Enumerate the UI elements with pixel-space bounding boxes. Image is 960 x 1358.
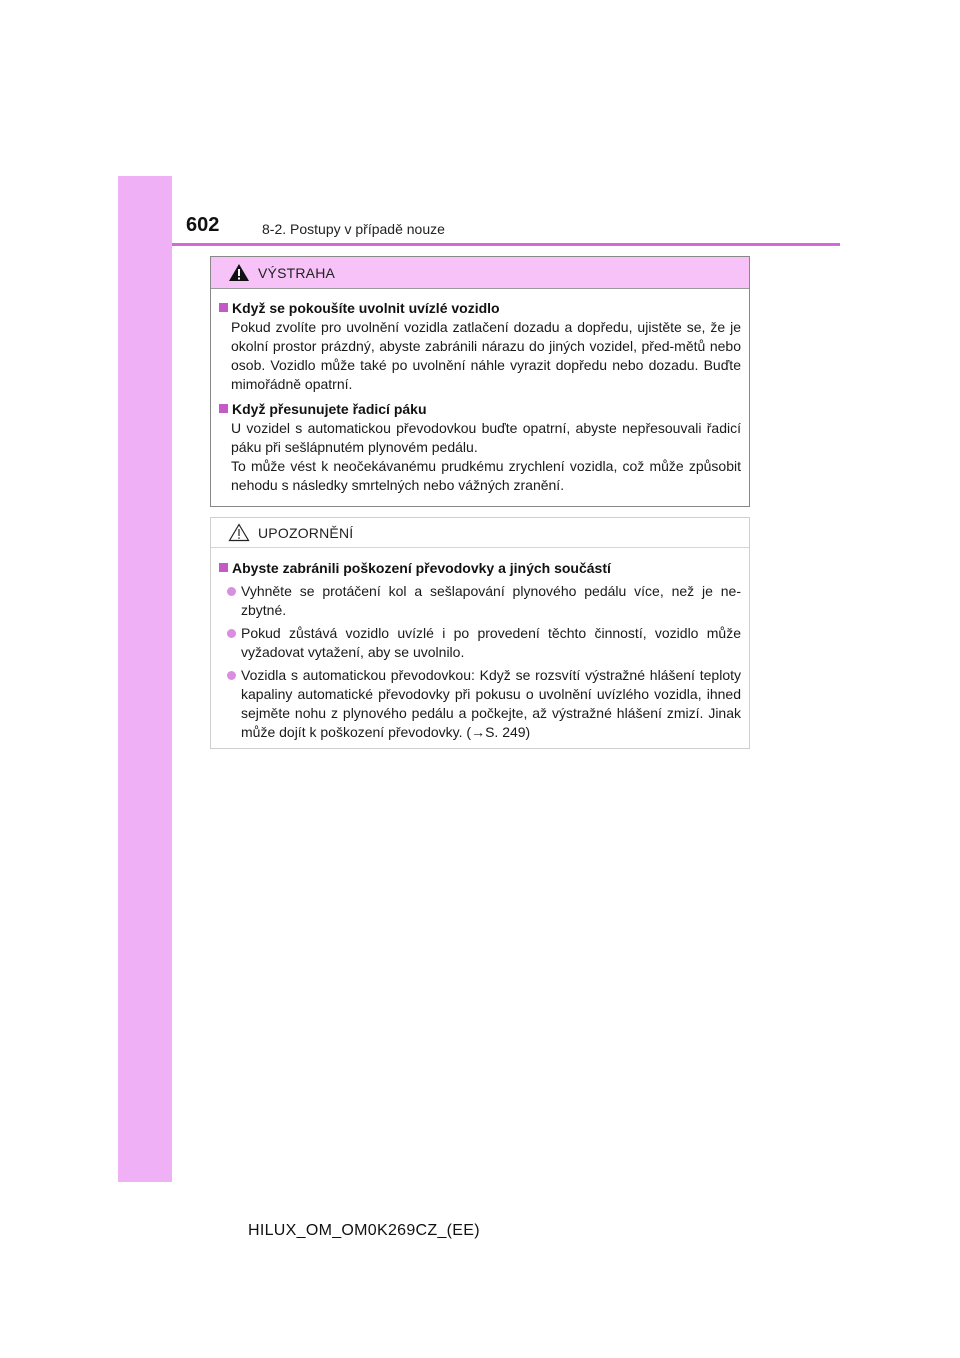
- round-bullet-icon: [227, 671, 236, 680]
- warning-item-title: Když se pokoušíte uvolnit uvízlé vozidlo: [219, 299, 741, 318]
- warning-item-title: Když přesunujete řadicí páku: [219, 400, 741, 419]
- warning-item-text: To může vést k neočekávanému prudkému zrychlení vozidla, což může způsobit nehodu s následky smrtelných nebo vážných zranění.: [231, 458, 741, 493]
- warning-label: VÝSTRAHA: [258, 264, 336, 281]
- page-number: 602: [186, 214, 220, 236]
- caution-bullet: Vozidla s automatickou převodovkou: Když se rozsvítí výstražné hlášení teploty kapaliny automatické převodovky při pokusu o uvolnění uvízlého vozidla, ihned sejměte nohu z plynového pedálu a počkejte, až výstražné hlášení zmizí. Jinak může dojít k poškození převodovky. (→S. 249): [219, 666, 741, 742]
- warning-item: [219, 400, 741, 495]
- warning-box: [210, 256, 750, 507]
- caution-bullet: Pokud zůstává vozidlo uvízlé i po provedení těchto činností, vozidlo může vyžadovat vytažení, aby se uvolnilo.: [219, 624, 741, 662]
- warning-item-text: U vozidel s automatickou převodovkou buďte opatrní, abyste nepřesouvali řadicí páku při sešlápnutém plynovém pedálu.: [231, 420, 741, 455]
- warning-box-body: [211, 289, 749, 495]
- square-bullet-icon: [219, 404, 228, 413]
- round-bullet-icon: [227, 587, 236, 596]
- square-bullet-icon: [219, 563, 228, 572]
- caution-bullet: Vyhněte se protáčení kol a sešlapování plynového pedálu více, než je ne-zbytné.: [219, 582, 741, 620]
- warning-box-header: [211, 257, 749, 289]
- warning-item: [219, 299, 741, 394]
- caution-box-header: [211, 518, 749, 548]
- document-code: HILUX_OM_OM0K269CZ_(EE): [248, 1222, 480, 1239]
- warning-item-text: Pokud zvolíte pro uvolnění vozidla zatlačení dozadu a dopředu, ujistěte se, že je okolní prostor prázdný, abyste zabránili nárazu do jiných vozidel, před-mětů nebo osob. Vozidlo může také po uvolnění náhle vyrazit dopředu nebo dozadu. Buďte mimořádně opatrní.: [231, 319, 741, 392]
- header-divider: [172, 243, 840, 246]
- warning-triangle-filled-icon: [228, 263, 250, 282]
- warning-triangle-outline-icon: [228, 523, 250, 542]
- caution-label: UPOZORNĚNÍ: [258, 524, 354, 541]
- square-bullet-icon: [219, 303, 228, 312]
- round-bullet-icon: [227, 629, 236, 638]
- caution-box-body: [211, 548, 749, 742]
- side-color-strip: [118, 176, 172, 1182]
- section-title: 8-2. Postupy v případě nouze: [262, 221, 445, 237]
- caution-box: [210, 517, 750, 749]
- caution-title: Abyste zabránili poškození převodovky a jiných součástí: [219, 559, 741, 578]
